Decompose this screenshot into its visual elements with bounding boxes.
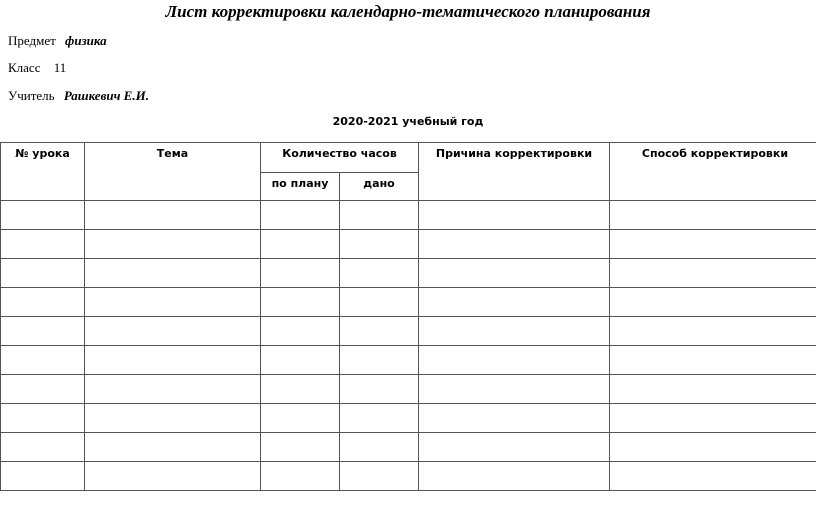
table-cell (419, 433, 610, 462)
table-cell (419, 346, 610, 375)
table-cell (261, 230, 340, 259)
table-cell (85, 462, 261, 491)
table-cell (261, 259, 340, 288)
header-correction-reason: Причина корректировки (419, 143, 610, 201)
class-label: Класс (8, 60, 41, 75)
table-row (1, 375, 816, 404)
table-cell (340, 288, 419, 317)
table-cell (261, 346, 340, 375)
table-cell (85, 230, 261, 259)
table-cell (1, 404, 85, 433)
table-row (1, 404, 816, 433)
table-cell (1, 375, 85, 404)
table-cell (610, 375, 816, 404)
class-line (8, 60, 66, 76)
table-cell (261, 317, 340, 346)
table-cell (1, 462, 85, 491)
table-cell (340, 433, 419, 462)
table-row (1, 317, 816, 346)
teacher-label: Учитель (8, 88, 55, 103)
academic-year: 2020-2021 учебный год (332, 115, 484, 128)
table-cell (85, 404, 261, 433)
table-cell (85, 317, 261, 346)
teacher-line (8, 88, 149, 104)
table-cell (85, 288, 261, 317)
table-cell (419, 259, 610, 288)
table-cell (261, 404, 340, 433)
table-cell (85, 433, 261, 462)
table-cell (610, 346, 816, 375)
table-cell (85, 259, 261, 288)
table-row (1, 346, 816, 375)
table-cell (1, 433, 85, 462)
table-cell (610, 288, 816, 317)
table-cell (1, 346, 85, 375)
table-cell (340, 201, 419, 230)
header-hours-count: Количество часов (261, 143, 419, 173)
table-cell (1, 317, 85, 346)
table-cell (419, 288, 610, 317)
table-cell (340, 317, 419, 346)
table-cell (85, 375, 261, 404)
table-row (1, 201, 816, 230)
table-cell (261, 375, 340, 404)
table-row (1, 433, 816, 462)
table-cell (610, 433, 816, 462)
table-cell (610, 230, 816, 259)
header-topic: Тема (85, 143, 261, 201)
table-cell (419, 375, 610, 404)
header-hours-planned: по плану (261, 173, 340, 201)
table-body (1, 201, 816, 491)
table-cell (610, 462, 816, 491)
table-cell (1, 230, 85, 259)
table-cell (340, 346, 419, 375)
subject-value: физика (65, 33, 107, 48)
table-cell (1, 259, 85, 288)
table-cell (610, 259, 816, 288)
table-cell (85, 201, 261, 230)
subject-label: Предмет (8, 33, 56, 48)
table-cell (85, 346, 261, 375)
table-row (1, 288, 816, 317)
table-cell (340, 230, 419, 259)
subject-line (8, 33, 107, 49)
table-cell (419, 201, 610, 230)
table-row (1, 462, 816, 491)
table-cell (261, 201, 340, 230)
table-cell (261, 433, 340, 462)
header-hours-given: дано (340, 173, 419, 201)
table-cell (340, 462, 419, 491)
teacher-value: Рашкевич Е.И. (63, 88, 149, 103)
table-cell (419, 230, 610, 259)
table-row (1, 230, 816, 259)
table-cell (610, 404, 816, 433)
table-row (1, 259, 816, 288)
table-cell (340, 375, 419, 404)
table-cell (340, 259, 419, 288)
table-cell (1, 201, 85, 230)
header-lesson-number: № урока (1, 143, 85, 201)
correction-table (0, 142, 816, 491)
table-cell (610, 317, 816, 346)
document-title: Лист корректировки календарно-тематического планирования (165, 2, 651, 21)
table-cell (419, 462, 610, 491)
table-cell (1, 288, 85, 317)
table-cell (261, 288, 340, 317)
table-cell (340, 404, 419, 433)
table-header-row (1, 143, 816, 173)
table-cell (419, 404, 610, 433)
header-correction-method: Способ корректировки (610, 143, 816, 201)
table-cell (261, 462, 340, 491)
table-cell (610, 201, 816, 230)
table-cell (419, 317, 610, 346)
class-value: 11 (53, 60, 67, 75)
